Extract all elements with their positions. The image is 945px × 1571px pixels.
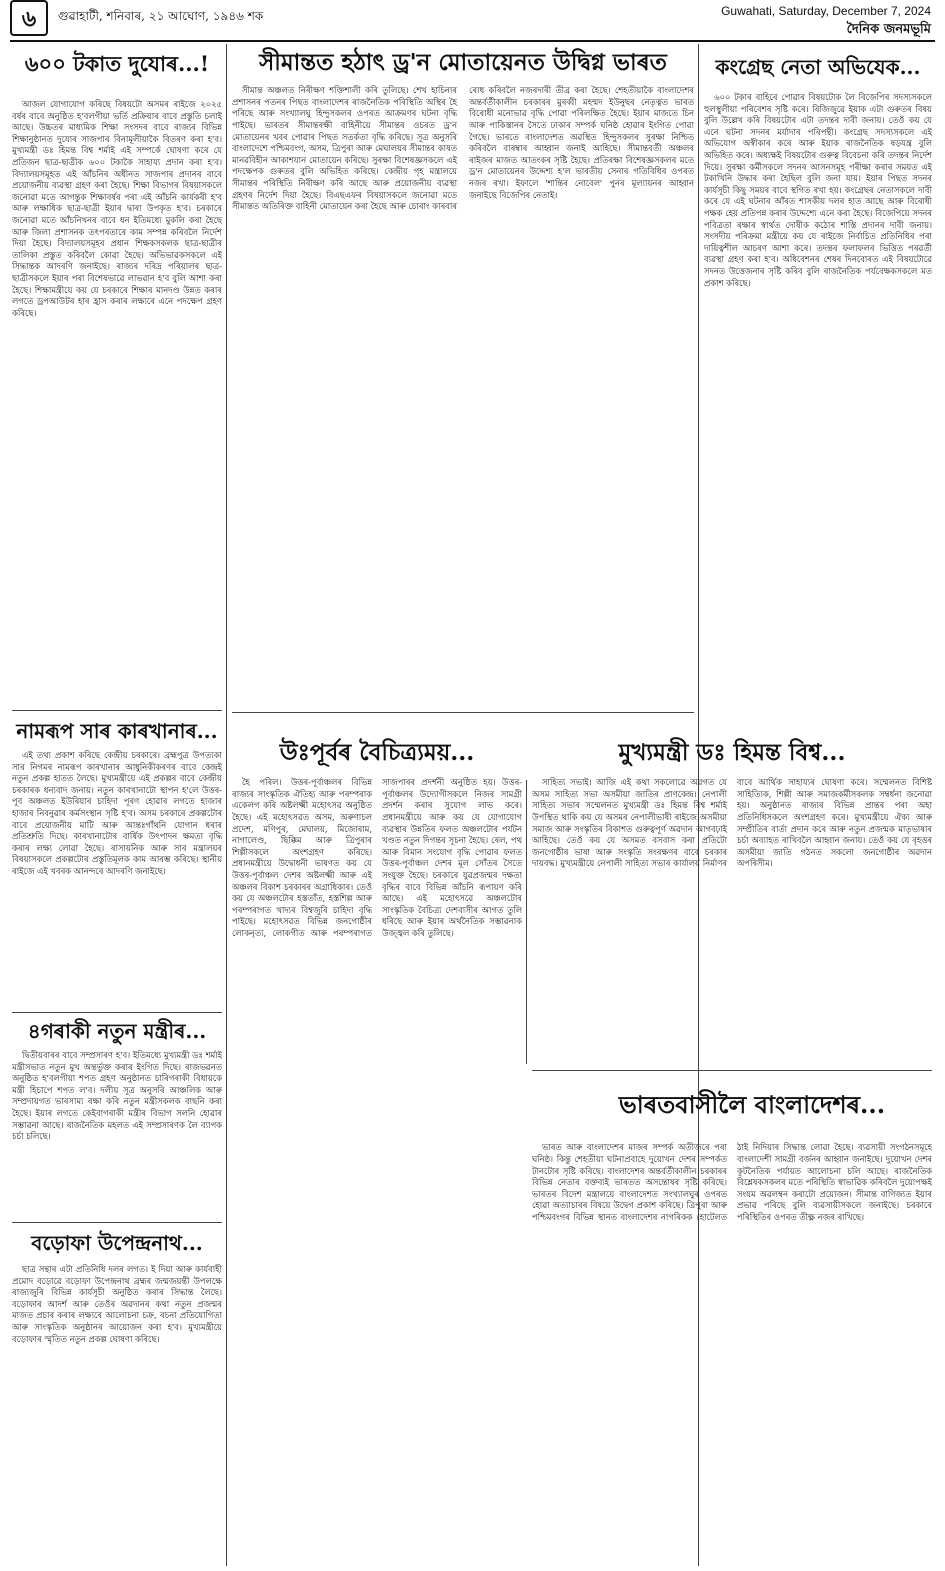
article-new-ministers xyxy=(12,1016,222,1218)
article-body: হৈ পৰিল। উত্তৰ-পূৰ্বাঞ্চলৰ বিভিন্ন ৰাজ্যৰ সাংস্কৃতিক ঐতিহ্য আৰু পৰম্পৰাক একেলগ কৰি অষ্টলক্ষ্মী মহোৎসৱ অনুষ্ঠিত হৈছে। এই মহোৎসৱত অসম, অৰুণাচল প্ৰদেশ, মণিপুৰ, মেঘালয়, মিজোৰাম, নাগালেণ্ড, ছিক্কিম আৰু ত্ৰিপুৰাৰ শিল্পীসকলে অংশগ্ৰহণ কৰিছে। প্ৰধানমন্ত্ৰীয়ে উদ্বোধনী ভাষণত কয় যে উত্তৰ-পূৰ্বাঞ্চল দেশৰ অষ্টলক্ষ্মী আৰু এই অঞ্চলৰ বিকাশ চৰকাৰৰ অগ্ৰাধিকাৰ। তেওঁ কয় যে অঞ্চলটোৰ হস্ততাঁত, হস্তশিল্প আৰু পৰম্পৰাগত খাদ্যৰ বিশ্বজুৰি চাহিদা বৃদ্ধি পাইছে। মহোৎসৱত বিভিন্ন জনগোষ্ঠীৰ লোকনৃত্য, লোকগীত আৰু পৰম্পৰাগত সাজপাৰৰ প্ৰদৰ্শনী অনুষ্ঠিত হয়। উত্তৰ-পূৰ্বাঞ্চলৰ উদ্যোগীসকলে নিজৰ সামগ্ৰী প্ৰদৰ্শন কৰাৰ সুযোগ লাভ কৰে। প্ৰধানমন্ত্ৰীয়ে আৰু কয় যে যোগাযোগ ব্যৱস্থাৰ উন্নতিৰ ফলত অঞ্চলটোৰ পৰ্যটন খণ্ডত নতুন দিগন্তৰ সূচনা হৈছে। ৰেল, পথ আৰু বিমান সংযোগ বৃদ্ধি পোৱাৰ ফলত উত্তৰ-পূৰ্বাঞ্চল দেশৰ মূল সোঁতৰ সৈতে সংযুক্ত হৈছে। চৰকাৰে যুৱপ্ৰজন্মৰ দক্ষতা বৃদ্ধিৰ বাবে বিভিন্ন আঁচনি ৰূপায়ণ কৰি আছে। এই মহোৎসৱে অঞ্চলটোৰ সাংস্কৃতিক বৈচিত্ৰ্য দেশবাসীৰ আগত তুলি ধৰিছে আৰু ইয়াৰ অৰ্থনৈতিক সম্ভাৱনাক উজ্জ্বল কৰি তুলিছে। xyxy=(232,777,522,939)
column-divider xyxy=(226,44,227,1566)
headline: নামৰূপ সাৰ কাৰখানাৰ... xyxy=(16,719,218,743)
article-northeast xyxy=(232,740,522,1547)
article-bangladesh xyxy=(532,1074,932,1552)
article-600-taka xyxy=(12,46,222,709)
headline: বড়োফা উপেন্দ্ৰনাথ... xyxy=(31,1231,203,1255)
article-namrup xyxy=(12,716,222,1012)
headline: ৬০০ টকাত দুযোৰ...! xyxy=(24,51,210,76)
headline: উঃপূৰ্বৰ বৈচিত্ৰ্যময়... xyxy=(279,739,475,766)
headline: ভাৰতবাসীলৈ বাংলাদেশৰ... xyxy=(618,1090,886,1119)
article-body: ছাত্ৰ সন্থাৰ এটা প্ৰতিনিধি দলৰ লগত। ই দিয়া আৰু কাৰ্যবাহী প্ৰমোদ বড়োৱে বড়োফা উপেন্দ্ৰনাথ ব্ৰহ্মৰ জন্মজয়ন্তী উপলক্ষে ৰাজ্যজুৰি বিভিন্ন কাৰ্যসূচী অনুষ্ঠিত কৰাৰ সিদ্ধান্ত লৈছে। বড়োফাৰ আদৰ্শ আৰু তেওঁৰ অৱদানৰ কথা নতুন প্ৰজন্মৰ মাজত প্ৰচাৰ কৰাৰ লক্ষ্যৰে আলোচনা চক্ৰ, ৰচনা প্ৰতিযোগিতা আৰু সাংস্কৃতিক অনুষ্ঠানৰ আয়োজন কৰা হ'ব। মুখ্যমন্ত্ৰীয়ে বড়োফাৰ স্মৃতিত নতুন প্ৰকল্প ঘোষণা কৰিছে। xyxy=(12,1264,222,1344)
article-body: ভাৰত আৰু বাংলাদেশৰ মাজৰ সম্পৰ্ক অতীজৰে পৰা ঘনিষ্ঠ। কিন্তু শেহতীয়া ঘটনাপ্ৰবাহে দুয়োখন দেশৰ সম্পৰ্কত টানটোৰ সৃষ্টি কৰিছে। বাংলাদেশৰ অন্তৰ্বৰ্তীকালীন চৰকাৰৰ বিভিন্ন নেতাৰ বক্তব্যই ভাৰতত অসন্তোষৰ সৃষ্টি কৰিছে। ভাৰতৰ বিদেশ মন্ত্ৰালয়ে বাংলাদেশত সংখ্যালঘুৰ ওপৰত হোৱা অত্যাচাৰৰ বিষয়ে উদ্বেগ প্ৰকাশ কৰিছে। ত্ৰিপুৰা আৰু পশ্চিমবংগৰ বিভিন্ন স্থানত বাংলাদেশৰ নাগৰিকক হোটেলত ঠাই নিদিয়াৰ সিদ্ধান্ত লোৱা হৈছে। ব্যৱসায়ী সংগঠনসমূহে বাংলাদেশী সামগ্ৰী বৰ্জনৰ আহ্বান জনাইছে। দুয়োখন দেশৰ কূটনৈতিক পৰ্যায়ত আলোচনা চলি আছে। ৰাজনৈতিক বিশ্লেষকসকলৰ মতে পৰিস্থিতি স্বাভাৱিক কৰিবলৈ দুয়োপক্ষই সংযম অৱলম্বন কৰাটো প্ৰয়োজন। সীমান্ত বাণিজ্যত ইয়াৰ প্ৰভাৱ পৰিছে বুলি ব্যৱসায়ীসকলে জনাইছে। চৰকাৰে পৰিস্থিতিৰ ওপৰত তীক্ষ্ণ নজৰ ৰাখিছে। xyxy=(532,1142,932,1222)
section-divider xyxy=(532,1070,932,1071)
article-bodofa xyxy=(12,1226,222,1554)
section-divider xyxy=(12,710,222,711)
headline: কংগ্ৰেছ নেতা অভিযেক... xyxy=(715,55,921,79)
newspaper-name: দৈনিক জনমভূমি xyxy=(846,22,931,37)
article-body: আজল যোগাযোগ কৰিছে বিষয়টো অসমৰ ৰাইজে ২০২৫ বৰ্ষৰ বাবে অনুষ্ঠিত হ'বলগীয়া ভৰ্তি প্ৰক্ৰিয়াৰ বাবে প্ৰস্তুতি চলাই আছে। উচ্চতৰ মাধ্যমিক শিক্ষা সংসদৰ বাবে ৰাজ্যৰ বিভিন্ন শিক্ষানুষ্ঠানত দুযোৰ সাজপাৰ বিনামূলীয়াকৈ বিতৰণ কৰা হ'ব। মুখ্যমন্ত্ৰী ডঃ হিমন্ত বিশ্ব শৰ্মাই এই সম্পৰ্কে ঘোষণা কৰে যে প্ৰতিজন ছাত্ৰ-ছাত্ৰীক ৬০০ টকাকৈ সাহায্য প্ৰদান কৰা হ'ব। বিদ্যালয়সমূহত এই আঁচনিৰ অধীনত সাজপাৰ প্ৰদানৰ বাবে প্ৰয়োজনীয় ব্যৱস্থা গ্ৰহণ কৰা হৈছে। শিক্ষা বিভাগৰ বিষয়াসকলে জনোৱা মতে আগন্তুক শিক্ষাবৰ্ষৰ পৰা এই আঁচনি কাৰ্যকৰী হ'ব আৰু লক্ষাধিক ছাত্ৰ-ছাত্ৰী ইয়াৰ দ্বাৰা উপকৃত হ'ব। চৰকাৰে জনোৱা মতে আঁচনিখনৰ বাবে ধন ইতিমধ্যে মুকলি কৰা হৈছে আৰু জিলা প্ৰশাসনক তৎপৰতাৰে কাম সম্পন্ন কৰিবলৈ নিৰ্দেশ দিয়া হৈছে। বিদ্যালয়সমূহৰ প্ৰধান শিক্ষকসকলক ছাত্ৰ-ছাত্ৰীৰ তালিকা প্ৰস্তুত কৰিবলৈ কোৱা হৈছে। অভিভাৱকসকলে এই সিদ্ধান্তক আদৰণি জনাইছে। ৰাজ্যৰ দৰিদ্ৰ পৰিয়ালৰ ছাত্ৰ-ছাত্ৰীসকলে ইয়াৰ পৰা বিশেষভাৱে লাভৱান হ'ব বুলি আশা কৰা হৈছে। শিক্ষামন্ত্ৰীয়ে কয় যে চৰকাৰে শিক্ষাৰ মানদণ্ড উন্নত কৰাৰ লগতে ড্ৰপআউটৰ হাৰ হ্ৰাস কৰাৰ লক্ষ্যৰে এনে পদক্ষেপ গ্ৰহণ কৰিছে। xyxy=(12,99,222,318)
article-body: সীমান্ত অঞ্চলত নিৰীক্ষণ শক্তিশালী কৰি তুলিছে। শেখ হাচিনাৰ প্ৰশাসনৰ পতনৰ পিছত বাংলাদেশৰ ৰাজনৈতিক পৰিস্থিতি অস্থিৰ হৈ পৰিছে আৰু সংখ্যালঘু হিন্দুসকলৰ ওপৰত আক্ৰমণৰ ঘটনা বৃদ্ধি পাইছে। ভাৰতৰ সীমান্তৰক্ষী বাহিনীয়ে সীমান্তৰ ওচৰত ড্ৰ'ন মোতায়েনৰ খবৰ পোৱাৰ পিছত সতৰ্কতা বৃদ্ধি কৰিছে। সূত্ৰ অনুসৰি বাংলাদেশে পশ্চিমবংগ, অসম, ত্ৰিপুৰা আৰু মেঘালয়ৰ সীমান্তৰ কাষত মানৱবিহীন আকাশযান মোতায়েন কৰিছে। সুৰক্ষা বিশেষজ্ঞসকলে এই পদক্ষেপক গুৰুতৰ বুলি অভিহিত কৰিছে। কেন্দ্ৰীয় গৃহ মন্ত্ৰালয়ে সীমান্তৰ পৰিস্থিতি নিৰীক্ষণ কৰি আছে আৰু প্ৰয়োজনীয় ব্যৱস্থা গ্ৰহণৰ নিৰ্দেশ দিয়া হৈছে। বিএছএফৰ বিষয়াসকলে জনোৱা মতে সীমান্তত অতিৰিক্ত বাহিনী মোতায়েন কৰা হৈছে আৰু চোৰাং কাৰবাৰ ৰোধ কৰিবলৈ নজৰদাৰী তীব্ৰ কৰা হৈছে। শেহতীয়াকৈ বাংলাদেশৰ অন্তৰ্বৰ্তীকালীন চৰকাৰৰ মুৰব্বী মহম্মদ ইউনুছৰ নেতৃত্বত ভাৰত বিৰোধী মনোভাৱ বৃদ্ধি পোৱা পৰিলক্ষিত হৈছে। ইয়াৰ মাজতে চিন আৰু পাকিস্তানৰ সৈতে ঢাকাৰ সম্পৰ্ক ঘনিষ্ঠ হোৱাৰ ইংগিত পোৱা গৈছে। ভাৰতে বাংলাদেশত অৱস্থিত হিন্দুসকলৰ সুৰক্ষা নিশ্চিত কৰিবলৈ বাৰম্বাৰ আহ্বান জনাই আহিছে। সীমান্তবৰ্তী অঞ্চলৰ ৰাইজৰ মাজত আতংকৰ সৃষ্টি হৈছে। প্ৰতিৰক্ষা বিশেষজ্ঞসকলৰ মতে ড্ৰ'ন মোতায়েনৰ উদ্দেশ্য হ'ল ভাৰতীয় সেনাৰ গতিবিধিৰ ওপৰত নজৰ ৰখা। ইফালে 'শান্তিৰ নোবেল' পুনৰ মূল্যায়নৰ আহ্বান জনাইছে বিজেপিৰ নেতাই। xyxy=(232,85,694,212)
headline: ৪গৰাকী নতুন মন্ত্ৰীৰ... xyxy=(27,1019,207,1043)
headline: মুখ্যমন্ত্ৰী ডঃ হিমন্ত বিশ্ব... xyxy=(618,739,846,766)
header-date-english: Guwahati, Saturday, December 7, 2024 xyxy=(721,4,931,18)
article-congress xyxy=(704,46,932,720)
article-chief-minister xyxy=(532,740,932,1067)
header-rule xyxy=(10,40,935,42)
article-body: দ্বিতীয়বাৰৰ বাবে সম্প্ৰসাৰণ হ'ব। ইতিমধ্যে মুখ্যমন্ত্ৰী ডঃ শৰ্মাই মন্ত্ৰীসভাত নতুন মুখ অন্তৰ্ভুক্ত কৰাৰ ইংগিত দিছে। ৰাজভৱনত অনুষ্ঠিত হ'বলগীয়া শপত গ্ৰহণ অনুষ্ঠানত চাৰিগৰাকী বিধায়কে মন্ত্ৰী হিচাপে শপত ল'ব। দলীয় সূত্ৰ অনুসৰি আঞ্চলিক আৰু সম্প্ৰদায়গত ভাৰসাম্য ৰক্ষা কৰি নতুন মন্ত্ৰীসকলক বাছনি কৰা হৈছে। ইয়াৰ লগতে কেইবাগৰাকী মন্ত্ৰীৰ বিভাগ সলনি হোৱাৰ সম্ভাৱনা আছে। ৰাজনৈতিক মহলত এই সম্প্ৰসাৰণক লৈ ব্যাপক চৰ্চা চলিছে। xyxy=(12,1050,222,1142)
page-number: ৬ xyxy=(10,0,48,36)
section-divider xyxy=(12,1222,222,1223)
article-border-drones xyxy=(232,48,694,733)
article-body: এই তথ্য প্ৰকাশ কৰিছে কেন্দ্ৰীয় চৰকাৰে। ব্ৰহ্মপুত্ৰ উপত্যকা সাৰ নিগমৰ নামৰূপ কাৰখানাৰ আধুনিকীকৰণৰ বাবে কেন্দ্ৰই নতুন প্ৰকল্প হাতত লৈছে। মুখ্যমন্ত্ৰীয়ে এই প্ৰকল্পৰ বাবে কেন্দ্ৰীয় চৰকাৰক ধন্যবাদ জনায়। নতুন কাৰখানাটো স্থাপন হ'লে উত্তৰ-পূব অঞ্চলত ইউৰিয়াৰ চাহিদা পূৰণ হোৱাৰ লগতে হাজাৰ হাজাৰ নিবনুৱাৰ কৰ্মসংস্থান সৃষ্টি হ'ব। অসম চৰকাৰে প্ৰকল্পটোৰ বাবে প্ৰয়োজনীয় মাটি আৰু আন্তঃগাঁথনি যোগান ধৰাৰ প্ৰতিশ্ৰুতি দিছে। কাৰখানাটোৰ বাৰ্ষিক উৎপাদন ক্ষমতা বৃদ্ধি কৰাৰ লক্ষ্য লোৱা হৈছে। ৰাসায়নিক আৰু সাৰ মন্ত্ৰালয়ৰ বিষয়াসকলে প্ৰকল্পটোৰ প্ৰস্তুতিমূলক কাম আৰম্ভ কৰিছে। স্থানীয় ৰাইজে এই খবৰক আনন্দৰে আদৰণি জনাইছে। xyxy=(12,750,222,876)
article-body: ৬০০ টকাৰ বাহিৰে পোৱাৰ বিষয়টোক লৈ বিজেপিৰ সদস্যসকলে হুলস্থুলীয়া পৰিবেশৰ সৃষ্টি কৰে। ৰিজিজুৱে ইয়াক এটা গুৰুতৰ বিষয় বুলি উল্লেখ কৰি বিষয়টোৰ এটা তদন্তৰ দাবী জনায়। তেওঁ কয় যে এনে ঘটনা সদনৰ মৰ্যাদাৰ পৰিপন্থী। কংগ্ৰেছ সদস্যসকলে এই অভিযোগ অস্বীকাৰ কৰে আৰু ইয়াক ৰাজনৈতিক ষড়যন্ত্ৰ বুলি অভিহিত কৰে। অধ্যক্ষই বিষয়টোৰ গুৰুত্ব বিবেচনা কৰি তদন্তৰ নিৰ্দেশ দিয়ে। সুৰক্ষা কৰ্মীসকলে সদনৰ আসনসমূহ পৰীক্ষা কৰাৰ সময়ত এই টকাখিনি উদ্ধাৰ কৰা হৈছিল বুলি জনা যায়। ইয়াৰ পিছত সদনৰ কাৰ্যসূচী কিছু সময়ৰ বাবে স্থগিত ৰখা হয়। কংগ্ৰেছৰ নেতাসকলে দাবী কৰে যে এই ঘটনাৰ আঁৰত শাসকীয় দলৰ হাত আছে আৰু বিৰোধী পক্ষক হেয় প্ৰতিপন্ন কৰাৰ উদ্দেশ্যে এনে কৰা হৈছে। বিজেপিয়ে সদনৰ পবিত্ৰতা ৰক্ষাৰ স্বাৰ্থত দোষীক কঠোৰ শাস্তি প্ৰদানৰ দাবী জনায়। সংসদীয় পৰিক্ৰমা মন্ত্ৰীয়ে কয় যে ৰাইজে নিৰ্বাচিত প্ৰতিনিধিৰ পৰা দায়িত্বশীল আচৰণ আশা কৰে। তদন্তৰ ফলাফলৰ ভিত্তিত পৰৱৰ্তী ব্যৱস্থা গ্ৰহণ কৰা হ'ব। অধিবেশনৰ শেষৰ দিনবোৰত এই বিষয়টোৱে সদনত উত্তেজনাৰ সৃষ্টি কৰিব বুলি ৰাজনৈতিক পৰ্যবেক্ষকসকলে মত প্ৰকাশ কৰিছে। xyxy=(704,92,932,288)
header-date-assamese: গুৱাহাটী, শনিবাৰ, ২১ আঘোণ, ১৯৪৬ শক xyxy=(58,9,264,23)
column-divider xyxy=(526,780,527,1064)
section-divider xyxy=(232,712,694,713)
article-body: সাহিত্য সভাই। আজি এই কথা সকলোৱে অৱগত যে অসম সাহিত্য সভা অসমীয়া জাতিৰ প্ৰাণকেন্দ্ৰ। নেপালী সাহিত্য সভাৰ সম্মেলনত মুখ্যমন্ত্ৰী ডঃ হিমন্ত বিশ্ব শৰ্মাই উপস্থিত থাকি কয় যে অসমৰ নেপালীভাষী ৰাইজে অসমীয়া সমাজ আৰু সংস্কৃতিৰ বিকাশত গুৰুত্বপূৰ্ণ অৱদান আগবঢ়াই আহিছে। তেওঁ কয় যে অসমত বসবাস কৰা প্ৰতিটো জনগোষ্ঠীৰ ভাষা আৰু সংস্কৃতি সংৰক্ষণৰ বাবে চৰকাৰ দায়বদ্ধ। মুখ্যমন্ত্ৰীয়ে নেপালী সাহিত্য সভাৰ কাৰ্যালয় নিৰ্মাণৰ বাবে আৰ্থিক সাহায্যৰ ঘোষণা কৰে। সম্মেলনত বিশিষ্ট সাহিত্যিক, শিল্পী আৰু সমাজকৰ্মীসকলক সম্বৰ্ধনা জনোৱা হয়। অনুষ্ঠানত ৰাজ্যৰ বিভিন্ন প্ৰান্তৰ পৰা অহা প্ৰতিনিধিসকলে অংশগ্ৰহণ কৰে। মুখ্যমন্ত্ৰীয়ে ঐক্য আৰু সম্প্ৰীতিৰ বাৰ্তা প্ৰদান কৰে আৰু নতুন প্ৰজন্মক মাতৃভাষাৰ চৰ্চা অব্যাহত ৰাখিবলৈ আহ্বান জনায়। তেওঁ কয় যে বৃহত্তৰ অসমীয়া জাতি গঠনত সকলো জনগোষ্ঠীৰ অৱদান অপৰিসীম। xyxy=(532,777,932,869)
section-divider xyxy=(12,1012,222,1013)
headline: সীমান্তত হঠাৎ ড্ৰ'ন মোতায়েনত উদ্বিগ্ন ভাৰত xyxy=(259,49,667,76)
